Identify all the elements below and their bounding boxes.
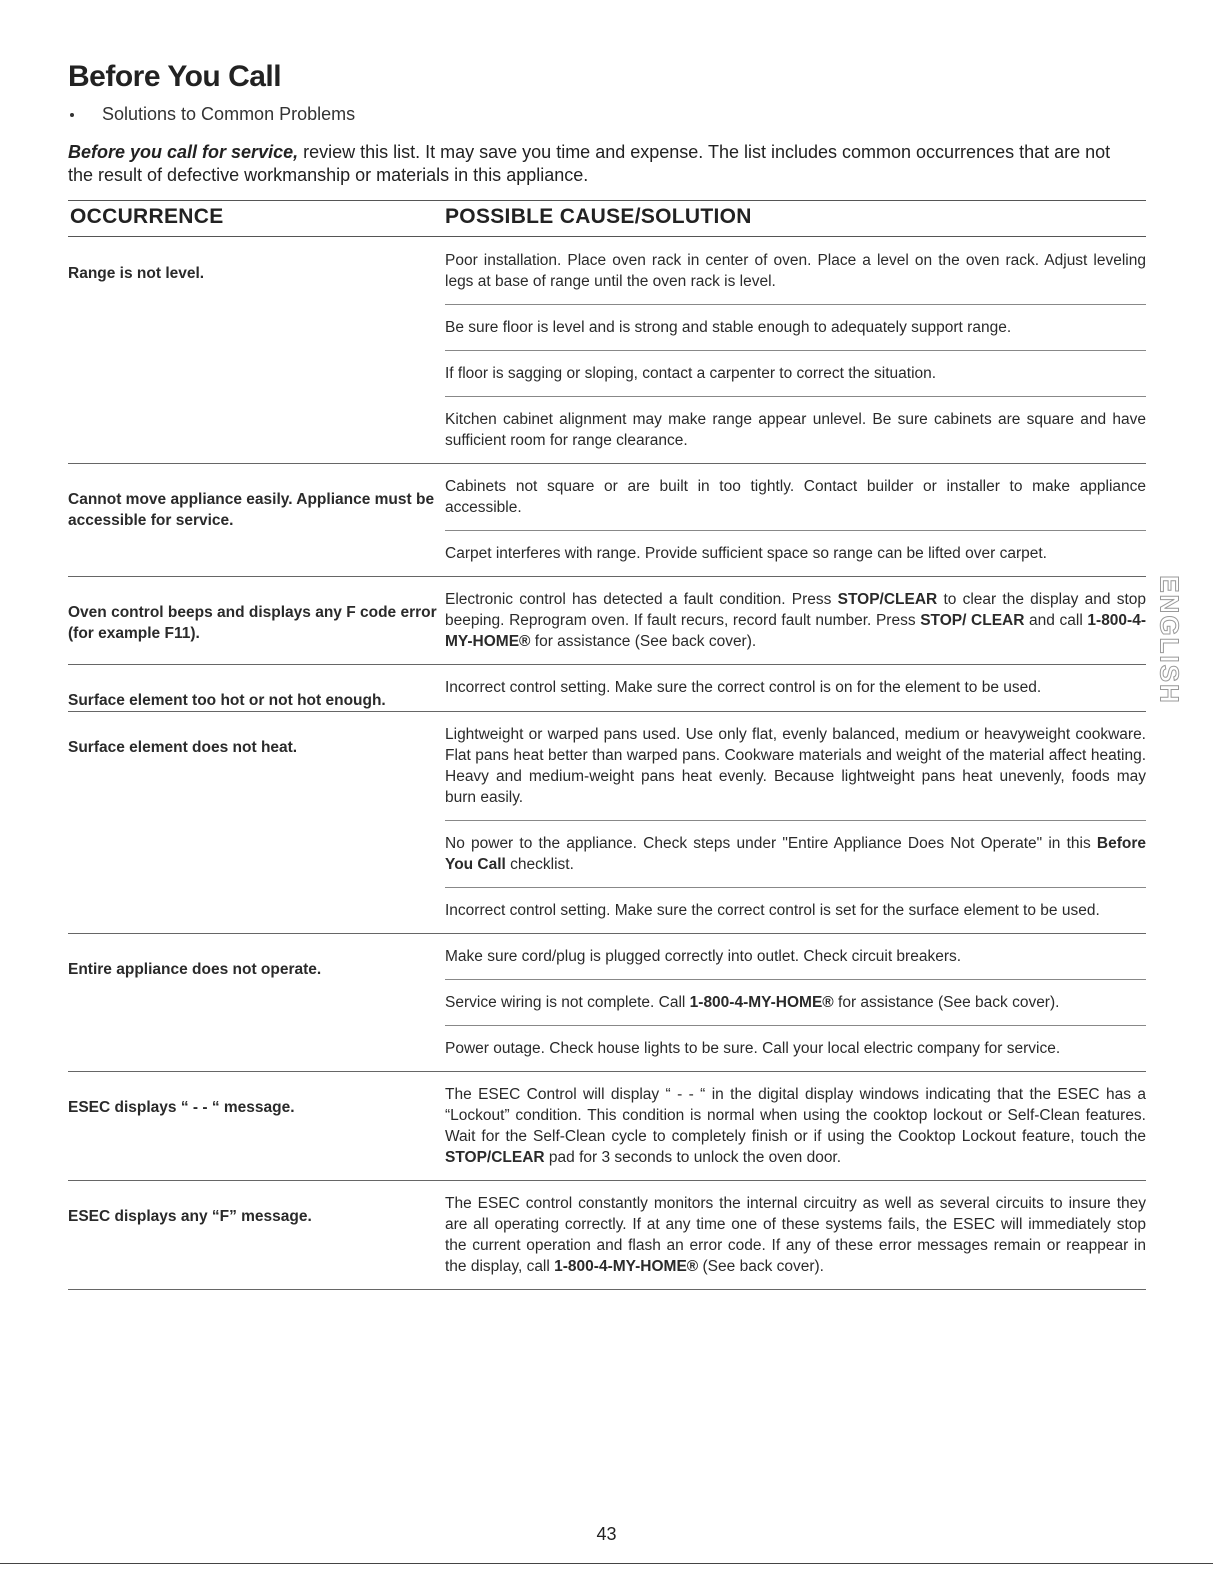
troubleshooting-table [68, 238, 1146, 1290]
solution-text: and call [1024, 612, 1088, 629]
solution-item [445, 820, 1146, 887]
column-header-solution: POSSIBLE CAUSE/SOLUTION [445, 205, 752, 228]
solution-item [445, 396, 1146, 463]
solution-text: for assistance (See back cover). [833, 994, 1060, 1011]
subtitle-bullet [68, 104, 355, 125]
table-row [68, 238, 1146, 464]
occurrence-cell: Oven control beeps and displays any F code error (for example F11). [68, 604, 437, 642]
table-row [68, 1181, 1146, 1290]
solution-item [445, 530, 1146, 576]
solution-emphasis: STOP/ CLEAR [920, 612, 1025, 629]
solution-item [445, 665, 1146, 710]
solution-emphasis: STOP/CLEAR [445, 1149, 545, 1166]
solution-item [445, 238, 1146, 304]
solutions-cell [445, 1181, 1146, 1289]
solution-item [445, 1072, 1146, 1180]
solution-item [445, 1181, 1146, 1289]
intro-paragraph [68, 141, 1128, 187]
solution-text: No power to the appliance. Check steps under "Entire Appliance Does Not Operate" in this [445, 835, 1097, 852]
solution-text: Poor installation. Place oven rack in center of oven. Place a level on the oven rack. Adjust leveling legs at base of range until the oven rack is level. [445, 252, 1146, 290]
intro-text: review this list. It may save you time and expense. The list includes common occurrences that are not the result of defective workmanship or materials in this appliance. [68, 142, 1111, 185]
solution-text: Kitchen cabinet alignment may make range appear unlevel. Be sure cabinets are square and have sufficient room for range clearance. [445, 411, 1146, 449]
solution-text: Incorrect control setting. Make sure the correct control is set for the surface element to be used. [445, 902, 1100, 919]
occurrence-cell: Range is not level. [68, 265, 205, 282]
occurrence-cell: ESEC displays any “F” message. [68, 1208, 312, 1225]
solution-text: (See back cover). [698, 1258, 824, 1275]
solution-emphasis: Before You Call [445, 835, 1146, 873]
solutions-cell [445, 712, 1146, 933]
solution-text: The ESEC Control will display “ - - “ in the digital display windows indicating that the ESEC has a “Lockout” condition. This condition is normal when using the cooktop lockout or Self-Clean features. Wait for the Self-Clean cycle to completely finish or if using the Cooktop Lockout feature, touch the [445, 1086, 1146, 1145]
solution-text: Power outage. Check house lights to be sure. Call your local electric company for service. [445, 1040, 1061, 1057]
solution-emphasis: 1-800-4-MY-HOME® [445, 612, 1146, 650]
solution-text: Service wiring is not complete. Call [445, 994, 690, 1011]
solution-item [445, 464, 1146, 530]
table-row [68, 934, 1146, 1072]
solution-text: Incorrect control setting. Make sure the correct control is on for the element to be used. [445, 679, 1042, 696]
table-row [68, 665, 1146, 712]
occurrence-cell: ESEC displays “ - - “ message. [68, 1099, 295, 1116]
solutions-cell [445, 464, 1146, 576]
solution-item [445, 934, 1146, 979]
solutions-cell [445, 934, 1146, 1071]
solution-item [445, 887, 1146, 933]
column-header-occurrence: OCCURRENCE [70, 205, 224, 228]
bullet-icon [70, 113, 74, 117]
intro-lead: Before you call for service, [68, 142, 299, 162]
solutions-cell [445, 1072, 1146, 1180]
page-title: Before You Call [68, 60, 282, 93]
solution-text: Cabinets not square or are built in too tightly. Contact builder or installer to make appliance accessible. [445, 478, 1146, 516]
solution-text: checklist. [505, 856, 574, 873]
subtitle-text: Solutions to Common Problems [102, 104, 356, 124]
solutions-cell [445, 665, 1146, 711]
solution-text: Lightweight or warped pans used. Use only flat, evenly balanced, medium or heavyweight cookware. Flat pans heat better than warped pans. Cookware materials and weight of the material affect heating. Heavy and medium-weight pans heat evenly. Because lightweight pans heat unevenly, foods may burn easily. [445, 726, 1146, 806]
solution-text: Carpet interferes with range. Provide sufficient space so range can be lifted over carpet. [445, 545, 1047, 562]
solution-emphasis: 1-800-4-MY-HOME® [554, 1258, 699, 1275]
occurrence-cell: Surface element too hot or not hot enough. [68, 692, 386, 709]
solution-text: to clear the display and stop beeping. Reprogram oven. If fault recurs, record fault number. Press [445, 591, 1146, 629]
solution-emphasis: 1-800-4-MY-HOME® [689, 994, 834, 1011]
side-tab-label: ENGLISH [1154, 575, 1185, 705]
solution-item [445, 1025, 1146, 1071]
solution-item [445, 577, 1146, 664]
table-row [68, 464, 1146, 577]
solution-text: Be sure floor is level and is strong and stable enough to adequately support range. [445, 319, 1012, 336]
occurrence-cell: Entire appliance does not operate. [68, 961, 322, 978]
footer-rule [0, 1563, 1213, 1564]
solution-item [445, 979, 1146, 1025]
solution-text: pad for 3 seconds to unlock the oven door. [544, 1149, 842, 1166]
header-top-rule [68, 200, 1146, 201]
page-number: 43 [596, 1524, 617, 1544]
solution-text: for assistance (See back cover). [530, 633, 757, 650]
solution-text: Make sure cord/plug is plugged correctly into outlet. Check circuit breakers. [445, 948, 962, 965]
solution-emphasis: STOP/CLEAR [837, 591, 938, 608]
table-row [68, 712, 1146, 934]
occurrence-cell: Surface element does not heat. [68, 739, 298, 756]
solution-text: The ESEC control constantly monitors the internal circuitry as well as several circuits to insure they are all operating correctly. If at any time one of these systems fails, the ESEC will immediately stop the current operation and flash an error code. If any of these error messages remain or reappear in the display, call [445, 1195, 1146, 1275]
solution-item [445, 350, 1146, 396]
solution-text: If floor is sagging or sloping, contact a carpenter to correct the situation. [445, 365, 937, 382]
solution-item [445, 304, 1146, 350]
occurrence-cell: Cannot move appliance easily. Appliance must be accessible for service. [68, 491, 435, 529]
language-side-tab [1150, 570, 1188, 710]
solution-text: Electronic control has detected a fault condition. Press [445, 591, 838, 608]
header-bottom-rule [68, 236, 1146, 237]
table-row [68, 577, 1146, 665]
solutions-cell [445, 577, 1146, 664]
solutions-cell [445, 238, 1146, 463]
solution-item [445, 712, 1146, 820]
table-row [68, 1072, 1146, 1181]
